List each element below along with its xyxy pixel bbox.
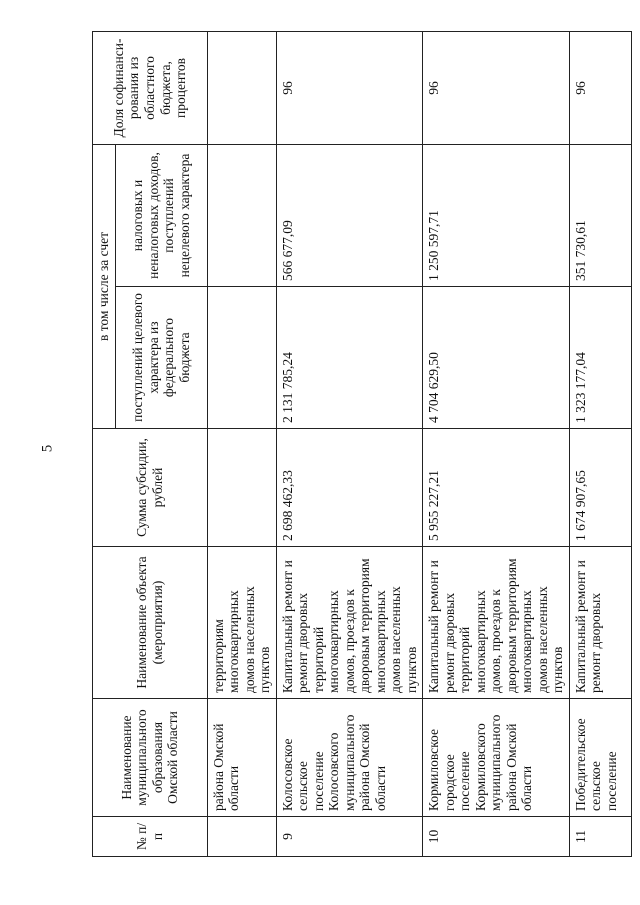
header-federal: поступлений целевого характера из федерального бюджета [115, 287, 207, 429]
cell-no: 10 [423, 817, 570, 857]
header-row-1 [93, 31, 116, 856]
table-row [207, 31, 276, 856]
cell-municipality: Колосовское сельское поселение Колосовского муниципального района Омской области [276, 699, 423, 817]
cell-federal: 4 704 629,50 [423, 287, 570, 429]
cell-federal [207, 287, 276, 429]
cell-tax: 1 250 597,71 [423, 144, 570, 286]
cell-share: 96 [276, 31, 423, 144]
cell-municipality: Победительское сельское поселение [569, 699, 631, 817]
cell-no: 9 [276, 817, 423, 857]
subsidy-table [92, 31, 632, 857]
cell-federal: 1 323 177,04 [569, 287, 631, 429]
page-number: 5 [39, 444, 56, 453]
header-object: Наименование объекта (мероприятия) [93, 547, 208, 699]
cell-no [207, 817, 276, 857]
table-row [569, 31, 631, 856]
cell-municipality: района Омской области [207, 699, 276, 817]
cell-subsidy: 5 955 227,21 [423, 429, 570, 547]
cell-subsidy [207, 429, 276, 547]
cell-share [207, 31, 276, 144]
cell-subsidy: 2 698 462,33 [276, 429, 423, 547]
header-including: в том числе за счет [93, 144, 116, 428]
cell-share: 96 [569, 31, 631, 144]
cell-municipality: Кормиловское городское поселение Кормиловского муниципального района Омской области [423, 699, 570, 817]
header-municipality: Наименование муниципального образования Омской области [93, 699, 208, 817]
cell-object: Капитальный ремонт и ремонт дворовых территорий многоквартирных домов, проездов к дворовым территориям многоквартирных домов населенных пунктов [423, 547, 570, 699]
cell-share: 96 [423, 31, 570, 144]
cell-no: 11 [569, 817, 631, 857]
header-subsidy: Сумма субсидии, рублей [93, 429, 208, 547]
cell-object: Капитальный ремонт и ремонт дворовых [569, 547, 631, 699]
header-no: № п/п [93, 817, 208, 857]
cell-object: Капитальный ремонт и ремонт дворовых территорий многоквартирных домов, проездов к дворовым территориям многоквартирных домов населенных пунктов [276, 547, 423, 699]
cell-subsidy: 1 674 907,65 [569, 429, 631, 547]
header-tax: налоговых и неналоговых доходов, поступлений нецелевого характера [115, 144, 207, 286]
header-share: Доля софинанси-рования из областного бюджета, процентов [93, 31, 208, 144]
cell-tax [207, 144, 276, 286]
subsidy-table-container [92, 32, 619, 857]
cell-tax: 566 677,09 [276, 144, 423, 286]
table-row [276, 31, 423, 856]
cell-object: территориям многоквартирных домов населенных пунктов [207, 547, 276, 699]
cell-federal: 2 131 785,24 [276, 287, 423, 429]
table-row [423, 31, 570, 856]
cell-tax: 351 730,61 [569, 144, 631, 286]
